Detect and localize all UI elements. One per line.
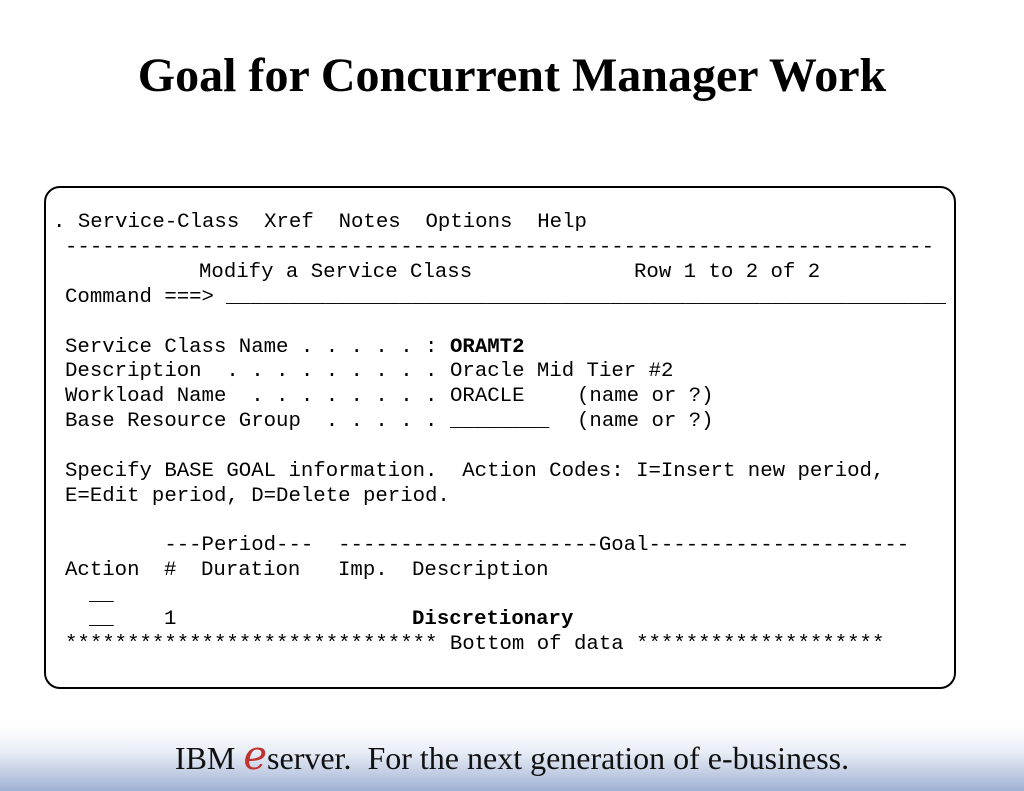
eserver-e-logo: e	[243, 733, 268, 779]
table-row-period-number: 1	[164, 608, 177, 631]
menu-separator: ----------------------------------------------------------------------	[65, 236, 935, 259]
bottom-of-data-marker: ****************************** Bottom of data ********************	[65, 633, 885, 656]
column-action: Action	[65, 559, 140, 582]
column-importance: Imp.	[338, 559, 388, 582]
instructions-line-2: E=Edit period, D=Delete period.	[65, 485, 450, 508]
menu-item-notes[interactable]: Notes	[338, 211, 401, 234]
tagline-text: For the next generation of e-business.	[351, 740, 850, 776]
service-class-name-value: ORAMT2	[450, 336, 525, 359]
eserver-logo-text: server.	[267, 740, 352, 776]
description-field[interactable]: Oracle Mid Tier #2	[450, 360, 674, 383]
menu-item-options[interactable]: Options	[425, 211, 513, 234]
service-class-name-label: Service Class Name . . . . . :	[65, 336, 438, 359]
menu-bar	[53, 211, 587, 235]
row-info: Row 1 to 2 of 2	[634, 261, 821, 284]
menu-lead: .	[53, 211, 78, 234]
workload-name-field[interactable]: ORACLE	[450, 385, 550, 408]
base-resource-group-hint: (name or ?)	[577, 410, 714, 433]
base-resource-group-label: Base Resource Group . . . . .	[65, 410, 438, 433]
slide-title: Goal for Concurrent Manager Work	[137, 49, 887, 102]
menu-item-xref[interactable]: Xref	[264, 211, 314, 234]
workload-name-label: Workload Name . . . . . . . .	[65, 385, 438, 408]
column-number: #	[164, 559, 177, 582]
workload-name-hint: (name or ?)	[577, 385, 714, 408]
instructions-line-1: Specify BASE GOAL information. Action Codes: I=Insert new period,	[65, 460, 885, 483]
table-group-header: ---Period--- ---------------------Goal---------------------	[65, 534, 910, 557]
menu-item-help[interactable]: Help	[537, 211, 587, 234]
ibm-logo-text: IBM	[174, 740, 244, 776]
panel-title: Modify a Service Class	[199, 261, 473, 284]
footer-tagline	[0, 733, 1024, 779]
base-resource-group-field[interactable]: ________	[450, 410, 550, 433]
column-description: Description	[412, 559, 549, 582]
menu-item-service-class[interactable]: Service-Class	[77, 211, 240, 234]
table-row-action-input[interactable]: __	[89, 584, 114, 607]
command-input[interactable]: __________________________________________________________	[226, 286, 947, 309]
description-label: Description . . . . . . . . .	[65, 360, 438, 383]
command-label: Command ===>	[65, 286, 214, 309]
column-duration: Duration	[201, 559, 301, 582]
table-row-action-input[interactable]: __	[89, 608, 114, 631]
table-row-goal-description: Discretionary	[412, 608, 574, 631]
